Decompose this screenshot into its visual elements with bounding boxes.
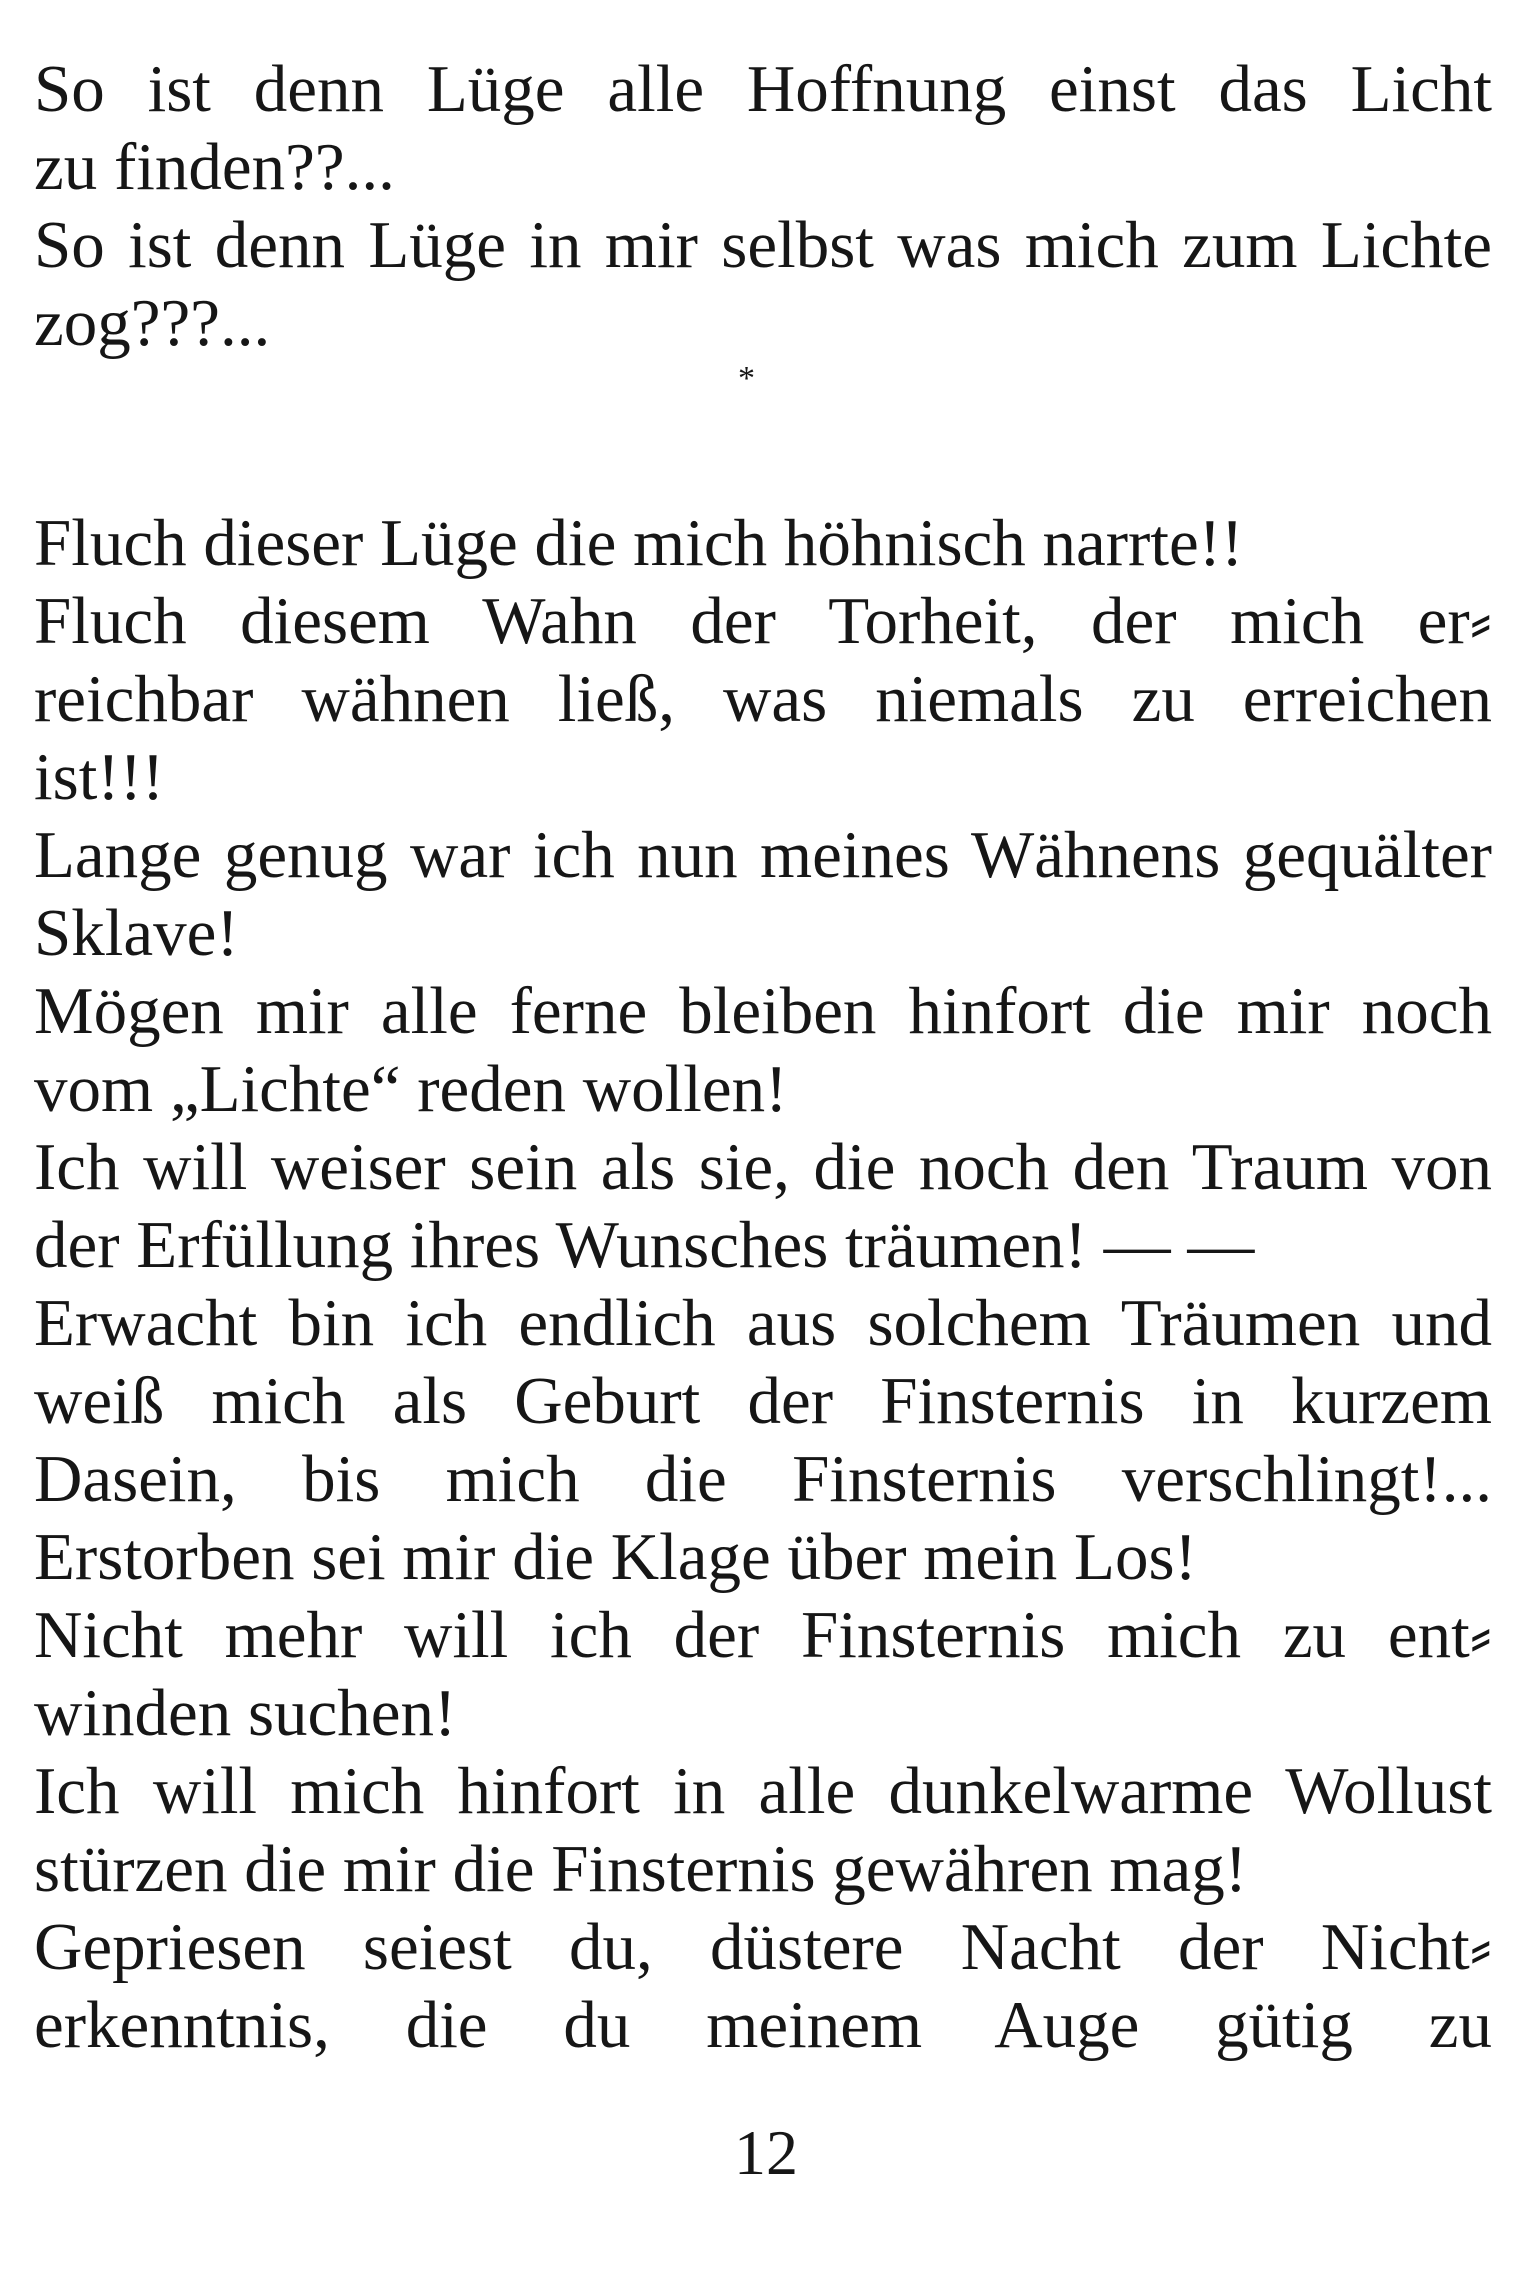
paragraph-block-1 — [34, 50, 1492, 362]
text-line: Ich will mich hinfort in alle dunkelwarme Wollust — [34, 1754, 1492, 1828]
text-line: stürzen die mir die Finsternis gewähren mag! — [34, 1832, 1248, 1906]
separator-row — [34, 362, 1492, 414]
page-number: 12 — [734, 2117, 798, 2188]
text-line: Sklave! — [34, 896, 239, 970]
text-line: Fluch dieser Lüge die mich höhnisch narrte!! — [34, 506, 1244, 580]
text-line: Nicht mehr will ich der Finsternis mich zu ent⸗ — [34, 1598, 1492, 1672]
text-line: Dasein, bis mich die Finsternis verschlingt!... — [34, 1442, 1492, 1516]
text-line: ist!!! — [34, 740, 165, 814]
text-line: Ich will weiser sein als sie, die noch den Traum von — [34, 1130, 1492, 1204]
paragraph-block-2 — [34, 504, 1492, 2064]
text-line: Mögen mir alle ferne bleiben hinfort die mir noch — [34, 974, 1492, 1048]
text-line: winden suchen! — [34, 1676, 457, 1750]
page-text — [34, 50, 1492, 2064]
section-gap — [34, 414, 1492, 504]
separator-asterisk: * — [738, 360, 755, 397]
text-line: Fluch diesem Wahn der Torheit, der mich er⸗ — [34, 584, 1492, 658]
text-line: reichbar wähnen ließ, was niemals zu erreichen — [34, 662, 1492, 736]
text-line: So ist denn Lüge alle Hoffnung einst das Licht — [34, 52, 1492, 126]
text-line: zu finden??... — [34, 130, 395, 204]
text-line: So ist denn Lüge in mir selbst was mich zum Lichte — [34, 208, 1492, 282]
text-line: der Erfüllung ihres Wunsches träumen! — — — [34, 1208, 1255, 1282]
text-line: vom „Lichte“ reden wollen! — [34, 1052, 788, 1126]
text-line: Erwacht bin ich endlich aus solchem Träumen und — [34, 1286, 1492, 1360]
text-line: zog???... — [34, 286, 271, 360]
text-line: erkenntnis, die du meinem Auge gütig zu — [34, 1988, 1492, 2062]
text-line: weiß mich als Geburt der Finsternis in kurzem — [34, 1364, 1492, 1438]
text-line: Gepriesen seiest du, düstere Nacht der Nicht⸗ — [34, 1910, 1492, 1984]
text-line: Lange genug war ich nun meines Wähnens gequälter — [34, 818, 1492, 892]
text-line: Erstorben sei mir die Klage über mein Los! — [34, 1520, 1197, 1594]
